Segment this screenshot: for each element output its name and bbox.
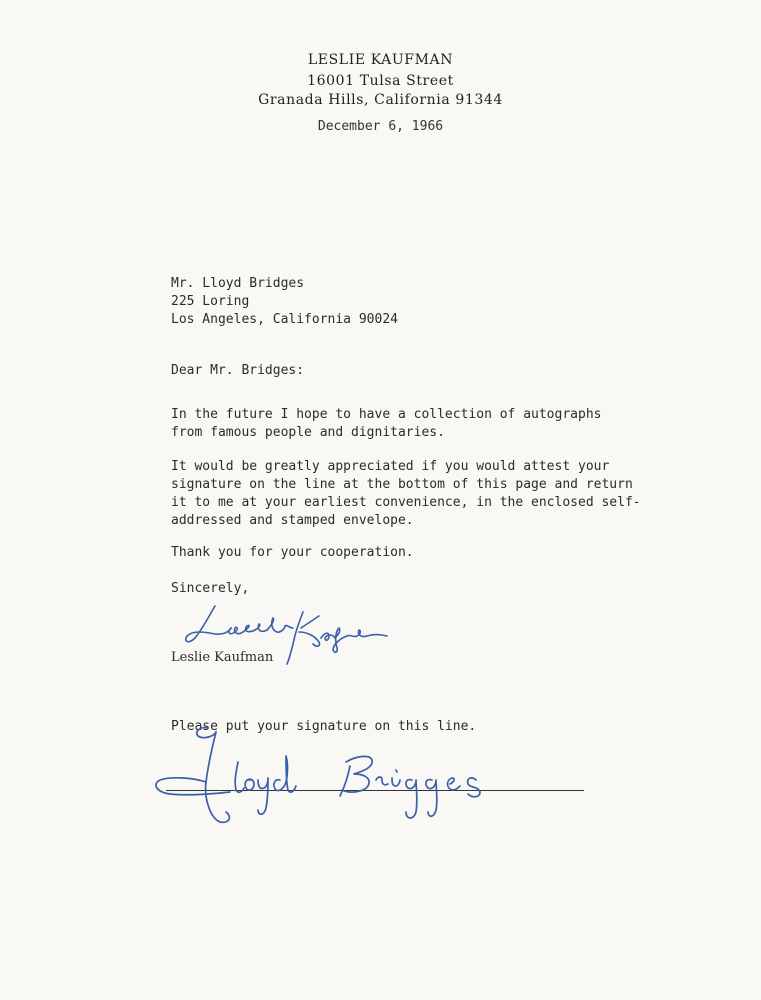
closing: Sincerely, bbox=[171, 581, 250, 596]
signature-instruction: Please put your signature on this line. bbox=[171, 719, 477, 734]
letterhead-street: 16001 Tulsa Street bbox=[307, 73, 454, 89]
body-line: from famous people and dignitaries. bbox=[171, 425, 445, 440]
body-line: It would be greatly appreciated if you would attest your bbox=[171, 459, 610, 474]
thanks-line: Thank you for your cooperation. bbox=[171, 545, 414, 560]
body-line: signature on the line at the bottom of this page and return bbox=[171, 477, 633, 492]
body-paragraph-1 bbox=[171, 406, 601, 442]
recipient-line: Mr. Lloyd Bridges bbox=[171, 276, 305, 291]
body-line: In the future I hope to have a collection of autographs bbox=[171, 407, 602, 422]
bridges-signature bbox=[150, 722, 520, 834]
body-paragraph-2 bbox=[171, 458, 641, 530]
letterhead-name: LESLIE KAUFMAN bbox=[307, 52, 454, 68]
letter-date: December 6, 1966 bbox=[317, 119, 444, 134]
recipient-line: 225 Loring bbox=[171, 294, 250, 309]
body-line: it to me at your earliest convenience, in the enclosed self- bbox=[171, 495, 641, 510]
salutation: Dear Mr. Bridges: bbox=[171, 363, 305, 378]
signer-typed-name: Leslie Kaufman bbox=[171, 650, 274, 665]
letterhead-city: Granada Hills, California 91344 bbox=[258, 92, 503, 108]
recipient-line: Los Angeles, California 90024 bbox=[171, 312, 398, 327]
recipient-address bbox=[171, 275, 398, 329]
body-line: addressed and stamped envelope. bbox=[171, 513, 414, 528]
